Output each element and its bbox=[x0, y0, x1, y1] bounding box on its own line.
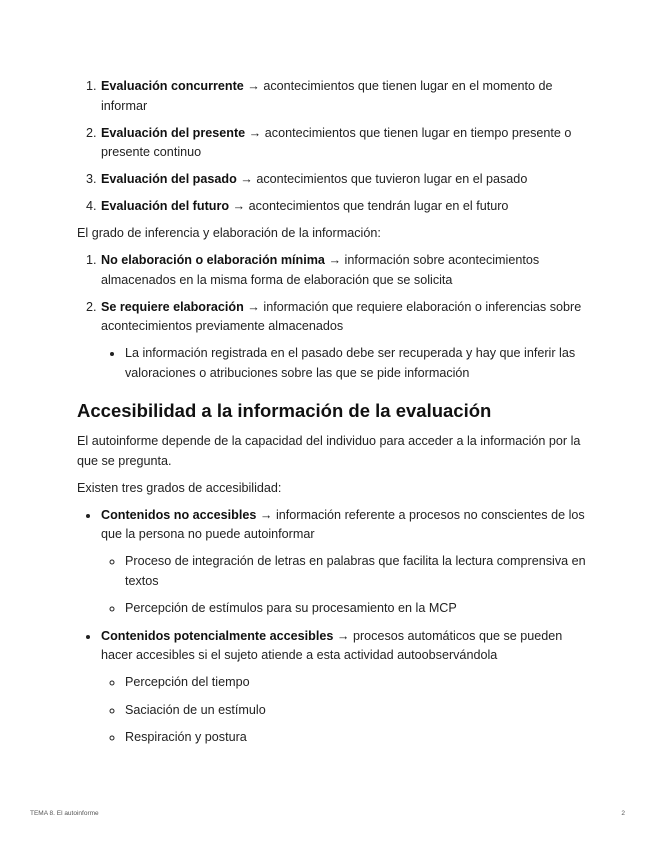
sub-list bbox=[101, 552, 587, 619]
list-item-text: acontecimientos que tienen lugar en tiempo presente o presente continuo bbox=[101, 125, 572, 159]
list-item bbox=[100, 124, 587, 163]
list-item-text: acontecimientos que tuvieron lugar en el pasado bbox=[256, 172, 528, 186]
sub-list-item: ◦ Percepción de estímulos para su procesamiento en la MCP bbox=[124, 599, 587, 619]
sub-list bbox=[101, 673, 587, 748]
list-item-term: Evaluación del pasado bbox=[101, 172, 237, 186]
sub-list-item: ◦ Respiración y postura bbox=[124, 728, 587, 748]
sub-list-item: ◦ Percepción del tiempo bbox=[124, 673, 587, 693]
list-item-term: Contenidos no accesibles bbox=[101, 507, 257, 522]
paragraph-degrees: Existen tres grados de accesibilidad: bbox=[77, 480, 282, 495]
list-item bbox=[100, 77, 587, 116]
elaboration-list bbox=[77, 251, 587, 383]
section-heading: Accesibilidad a la información de la evaluación bbox=[77, 400, 492, 421]
list-item-term: Evaluación del presente bbox=[101, 125, 246, 140]
arrow: → bbox=[333, 628, 353, 643]
page-content bbox=[77, 77, 587, 756]
arrow: → bbox=[324, 253, 345, 267]
footer-title: TEMA 8. El autoinforme bbox=[30, 810, 99, 817]
list-item-text: información que requiere elaboración o inferencias sobre acontecimientos previamente almacenados bbox=[101, 299, 582, 333]
accessibility-list bbox=[77, 506, 587, 748]
list-item bbox=[100, 197, 587, 217]
list-item-text: procesos automáticos que se pueden hacer accesibles si el sujeto atiende a esta actividad autoobservándola bbox=[101, 628, 563, 662]
list-item bbox=[100, 251, 587, 290]
arrow: → bbox=[236, 172, 257, 186]
sub-list bbox=[101, 344, 587, 383]
list-item-term: Evaluación del futuro bbox=[101, 199, 230, 213]
temporal-evaluation-list bbox=[77, 77, 587, 217]
arrow: → bbox=[243, 299, 264, 314]
page-number: 2 bbox=[621, 810, 625, 817]
list-item-text: acontecimientos que tendrán lugar en el futuro bbox=[248, 199, 509, 213]
sub-list-item: • La información registrada en el pasado debe ser recuperada y hay que inferir las valoraciones o atribuciones sobre las que se pide información bbox=[124, 344, 587, 383]
arrow: → bbox=[243, 79, 264, 93]
list-item bbox=[100, 506, 587, 619]
list-item-term: Contenidos potencialmente accesibles bbox=[101, 628, 334, 643]
list-item-text: información referente a procesos no conscientes de los que la persona no puede autoinformar bbox=[101, 507, 585, 541]
list-item bbox=[100, 627, 587, 748]
list-item bbox=[100, 298, 587, 384]
list-item-term: Se requiere elaboración bbox=[101, 299, 244, 314]
list-item-term: Evaluación concurrente bbox=[101, 79, 244, 93]
list-item-text: información sobre acontecimientos almacenados en la misma forma de elaboración que se solicita bbox=[101, 253, 540, 287]
sub-list-item: ◦ Proceso de integración de letras en palabras que facilita la lectura comprensiva en textos bbox=[124, 552, 587, 591]
arrow: → bbox=[245, 125, 265, 140]
arrow: → bbox=[256, 507, 276, 522]
paragraph-self-report: El autoinforme depende de la capacidad del individuo para acceder a la información por la que se pregunta. bbox=[77, 434, 581, 468]
list-item-text: acontecimientos que tienen lugar en el momento de informar bbox=[101, 79, 553, 113]
paragraph-inference: El grado de inferencia y elaboración de la información: bbox=[77, 226, 381, 240]
sub-list-item: ◦ Saciación de un estímulo bbox=[124, 701, 587, 721]
list-item-term: No elaboración o elaboración mínima bbox=[101, 253, 325, 267]
arrow: → bbox=[229, 199, 249, 213]
list-item bbox=[100, 170, 587, 190]
